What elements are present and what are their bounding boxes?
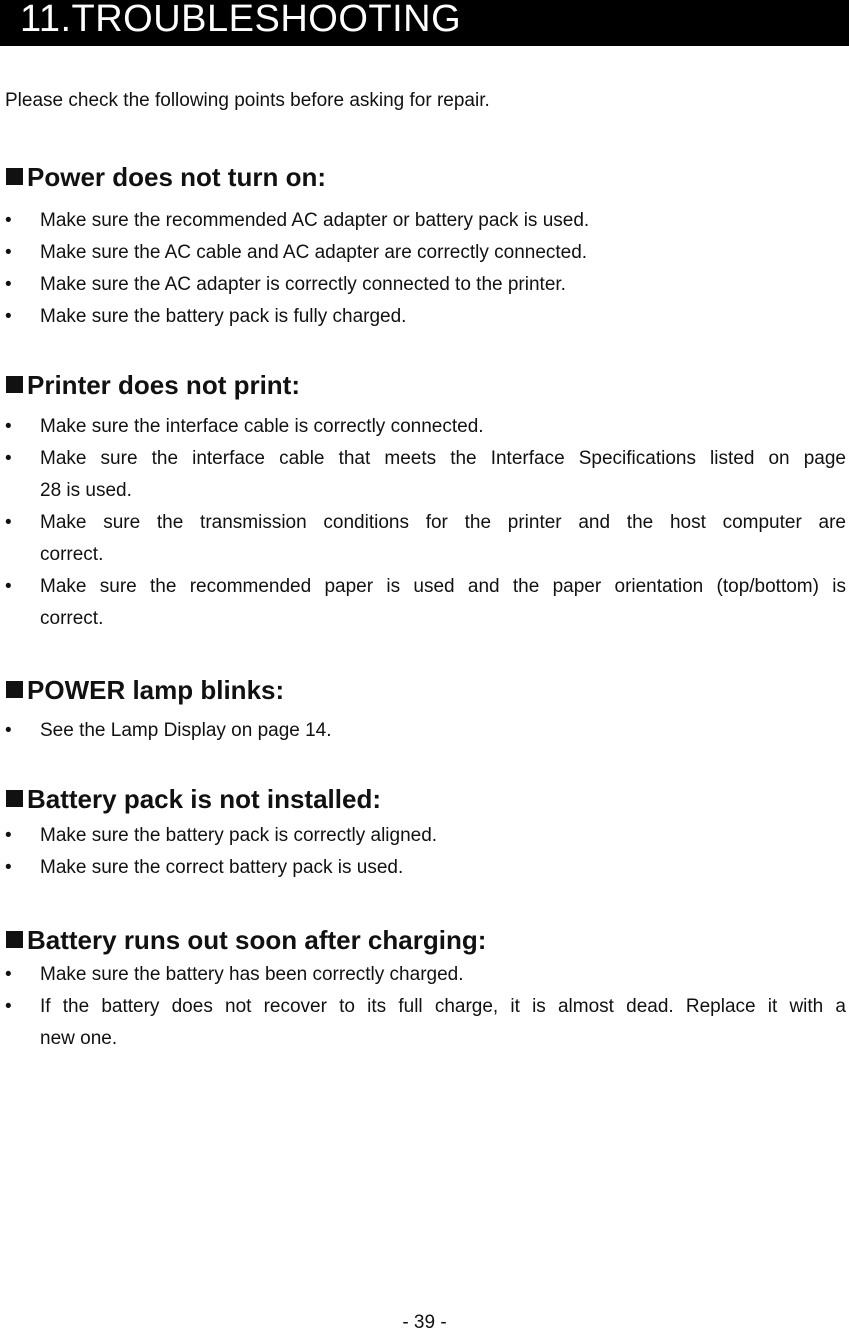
square-bullet-icon xyxy=(6,790,23,807)
page-title: 11.TROUBLESHOOTING xyxy=(0,0,849,46)
section-heading-battery-install: Battery pack is not installed: xyxy=(6,784,381,814)
bullet-icon: • xyxy=(5,857,12,878)
bullet-icon: • xyxy=(5,210,12,231)
bullet-icon: • xyxy=(5,996,12,1017)
bullet-icon: • xyxy=(5,512,12,533)
square-bullet-icon xyxy=(6,376,23,393)
section-heading-power-lamp: POWER lamp blinks: xyxy=(6,675,284,705)
bullet-icon: • xyxy=(5,964,12,985)
page-number: - 39 - xyxy=(402,1312,447,1333)
section-heading-battery-runs-out: Battery runs out soon after charging: xyxy=(6,925,486,955)
section-heading-printer: Printer does not print: xyxy=(6,370,300,400)
section-list-power xyxy=(0,205,849,333)
list-item: • Make sure the interface cable that meets the Interface Specifications listed on page 28 is used. xyxy=(0,443,849,507)
square-bullet-icon xyxy=(6,931,23,948)
list-item: • Make sure the recommended AC adapter or battery pack is used. xyxy=(0,205,849,237)
list-item: • Make sure the recommended paper is used and the paper orientation (top/bottom) is correct. xyxy=(0,571,849,635)
bullet-icon: • xyxy=(5,306,12,327)
section-list-power-lamp xyxy=(0,715,849,747)
bullet-icon: • xyxy=(5,274,12,295)
list-item: • Make sure the AC adapter is correctly connected to the printer. xyxy=(0,269,849,301)
section-heading-power: Power does not turn on: xyxy=(6,162,326,192)
bullet-icon: • xyxy=(5,825,12,846)
list-item: • Make sure the battery has been correctly charged. xyxy=(0,959,849,991)
bullet-icon: • xyxy=(5,416,12,437)
list-item: • Make sure the battery pack is correctly aligned. xyxy=(0,820,849,852)
section-list-printer xyxy=(0,411,849,635)
bullet-icon: • xyxy=(5,448,12,469)
list-item: • If the battery does not recover to its full charge, it is almost dead. Replace it with a new one. xyxy=(0,991,849,1055)
square-bullet-icon xyxy=(6,168,23,185)
list-item: • Make sure the battery pack is fully charged. xyxy=(0,301,849,333)
square-bullet-icon xyxy=(6,681,23,698)
list-item: • Make sure the interface cable is correctly connected. xyxy=(0,411,849,443)
section-list-battery-install xyxy=(0,820,849,884)
bullet-icon: • xyxy=(5,576,12,597)
list-item: • Make sure the transmission conditions for the printer and the host computer are correct. xyxy=(0,507,849,571)
intro-text: Please check the following points before asking for repair. xyxy=(5,90,490,111)
section-list-battery-runs-out xyxy=(0,959,849,1055)
list-item: • Make sure the AC cable and AC adapter are correctly connected. xyxy=(0,237,849,269)
bullet-icon: • xyxy=(5,242,12,263)
list-item: • See the Lamp Display on page 14. xyxy=(0,715,849,747)
list-item: • Make sure the correct battery pack is used. xyxy=(0,852,849,884)
bullet-icon: • xyxy=(5,720,12,741)
